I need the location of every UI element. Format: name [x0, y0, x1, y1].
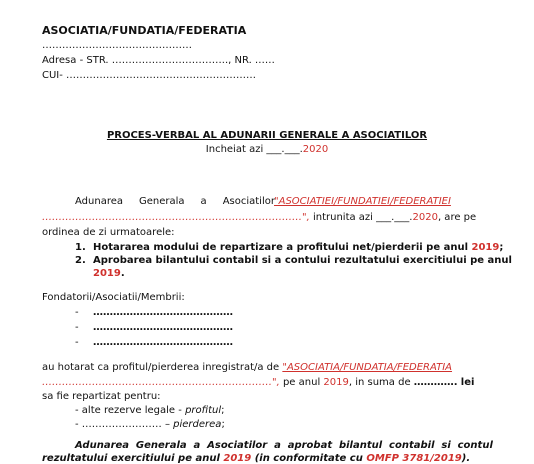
agenda-year: 2019: [93, 268, 121, 279]
decision-year: 2019: [323, 377, 349, 388]
address-label: Adresa - STR.: [42, 55, 109, 66]
founder-dash: -: [75, 307, 79, 318]
closing-word: aprobat: [287, 440, 333, 451]
intro-line2-end: , are pe: [437, 212, 477, 223]
intro-word: Asociatilor: [222, 196, 275, 207]
intro-line2: [42, 212, 476, 223]
intro-word: Generala: [139, 196, 185, 207]
cui-dots: …………………………………………………: [66, 70, 257, 81]
closing-line1: [75, 440, 493, 451]
agenda-tail: ;: [499, 242, 504, 253]
decision-sum-dots: ………….: [413, 377, 458, 388]
document-date-line: [0, 144, 534, 155]
decision-currency: lei: [460, 377, 475, 388]
intro-line1-words: [75, 196, 275, 207]
decision-year-label: pe anul: [279, 377, 324, 388]
decision-line2: [42, 377, 474, 388]
decision-org-name: "ASOCIATIA/FUNDATIA/FEDERATIA: [282, 362, 453, 373]
allocation-dots: - …………………… –: [75, 419, 174, 430]
founder-line: [75, 337, 233, 348]
intro-org-dots: ……………………………………………………………………",: [42, 212, 310, 223]
agenda-year: 2019: [471, 242, 500, 253]
agenda-item: [75, 242, 503, 253]
decision-line3: sa fie repartizat pentru:: [42, 391, 161, 402]
closing-word: Generala: [135, 440, 187, 451]
agenda-item-cont: [93, 268, 125, 279]
closing-year: 2019: [223, 453, 252, 464]
closing-word: Adunarea: [75, 440, 130, 451]
intro-meeting-date: intrunita azi ___.___.: [312, 212, 413, 223]
agenda-number: 1.: [75, 242, 86, 253]
founder-line: [75, 322, 233, 333]
decision-line1: [42, 362, 452, 373]
closing-word: a: [274, 440, 281, 451]
closing-line2: [42, 453, 470, 464]
closing-omfp: OMFP 3781/2019: [366, 453, 462, 464]
agenda-text: Aprobarea bilantului contabil si a contului rezultatului exercitiului pe anul: [93, 255, 512, 266]
closing-word: bilantul: [338, 440, 383, 451]
date-blank: ___.___.: [266, 144, 303, 155]
address-nr: , NR. ……: [228, 55, 275, 66]
closing-word: contul: [457, 440, 493, 451]
closing-word: si: [441, 440, 451, 451]
decision-text: au hotarat ca profitul/pierderea inregistrat/a de: [42, 362, 283, 373]
address-line: [42, 55, 275, 66]
agenda-item: [75, 255, 512, 266]
allocation-loss: [75, 419, 225, 430]
closing-word: Asociatilor: [207, 440, 268, 451]
decision-org-dots: ……………………………………………………………",: [42, 377, 280, 388]
document-title: PROCES-VERBAL AL ADUNARII GENERALE A ASOCIATILOR: [106, 130, 428, 141]
allocation-profit: profitul: [185, 405, 222, 416]
intro-line3: ordinea de zi urmatoarele:: [42, 227, 175, 238]
closing-end: ).: [461, 453, 471, 464]
closing-word: contabil: [389, 440, 435, 451]
founder-line: [75, 307, 233, 318]
date-year: 2020: [302, 144, 329, 155]
agenda-number: 2.: [75, 255, 86, 266]
date-prefix: Incheiat azi: [205, 144, 267, 155]
cui-label: CUI-: [42, 70, 63, 81]
agenda-tail: .: [120, 268, 125, 279]
allocation-loss-label: pierderea: [173, 419, 222, 430]
founder-dash: -: [75, 322, 79, 333]
org-title: ASOCIATIA/FUNDATIA/FEDERATIA: [42, 24, 247, 37]
founders-label: Fondatorii/Asociatii/Membrii:: [42, 292, 185, 303]
founder-dots: ……………………………………: [93, 307, 233, 318]
address-dots: ……………………………..: [111, 55, 229, 66]
org-dots: ………………………………………: [42, 40, 192, 51]
intro-word: a: [200, 196, 207, 207]
decision-sum-label: , in suma de: [348, 377, 414, 388]
founder-dots: ……………………………………: [93, 322, 233, 333]
intro-word: Adunarea: [75, 196, 123, 207]
intro-year: 2020: [412, 212, 438, 223]
closing-text: rezultatului exercitiului pe anul: [42, 453, 224, 464]
founder-dots: ……………………………………: [93, 337, 233, 348]
intro-org-name: "ASOCIATIEI/FUNDATIEI/FEDERATIEI: [274, 196, 451, 207]
allocation-text: - alte rezerve legale -: [75, 405, 186, 416]
allocation-end: ;: [221, 419, 225, 430]
closing-conform: (in conformitate cu: [251, 453, 367, 464]
founder-dash: -: [75, 337, 79, 348]
allocation-end: ;: [221, 405, 225, 416]
agenda-text: Hotararea modului de repartizare a profitului net/pierderii pe anul: [93, 242, 472, 253]
closing-word: a: [193, 440, 201, 451]
allocation-reserves: [75, 405, 225, 416]
cui-line: [42, 70, 256, 81]
